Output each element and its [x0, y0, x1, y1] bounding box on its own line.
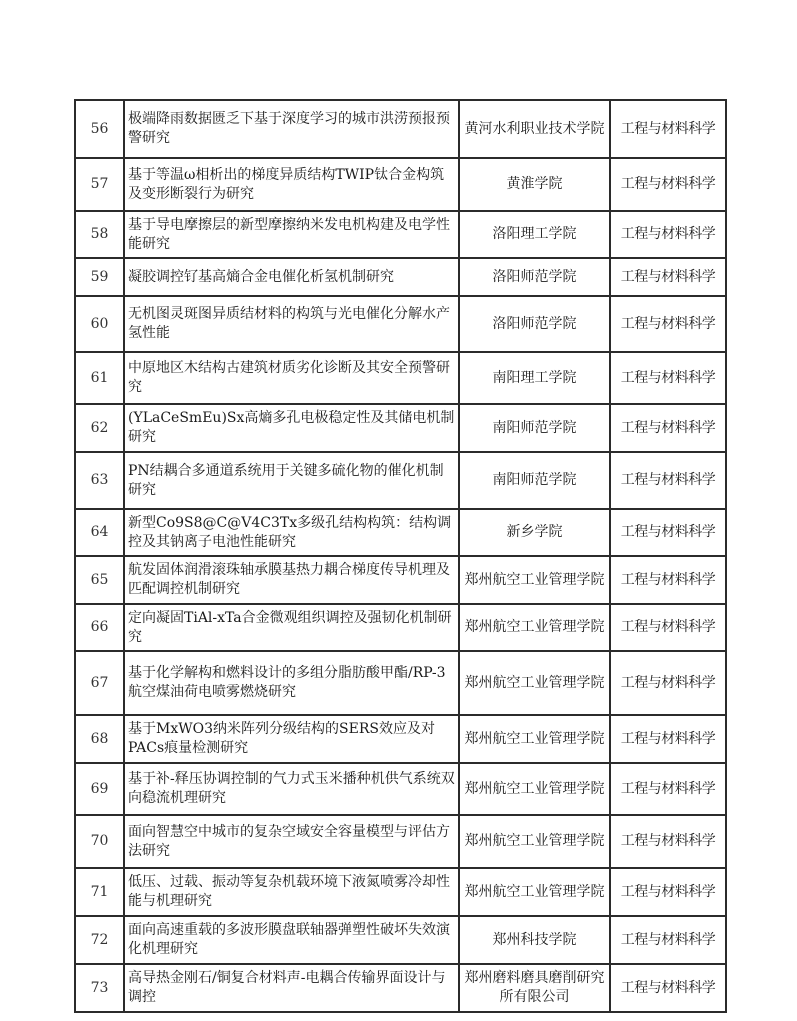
- institution: 郑州航空工业管理学院: [459, 763, 610, 815]
- discipline-category: 工程与材料科学: [610, 509, 726, 556]
- table-row: [75, 509, 726, 556]
- table-row: [75, 296, 726, 352]
- discipline-category: 工程与材料科学: [610, 556, 726, 604]
- institution: 郑州航空工业管理学院: [459, 556, 610, 604]
- institution: 洛阳理工学院: [459, 211, 610, 258]
- row-number: 64: [75, 509, 124, 556]
- project-list-table: [74, 99, 727, 1013]
- row-number: 69: [75, 763, 124, 815]
- row-number: 71: [75, 868, 124, 916]
- table-row: [75, 556, 726, 604]
- institution: 郑州航空工业管理学院: [459, 815, 610, 868]
- project-title: 高导热金刚石/铜复合材料声-电耦合传输界面设计与调控: [124, 964, 459, 1012]
- institution: 洛阳师范学院: [459, 296, 610, 352]
- institution: 郑州航空工业管理学院: [459, 604, 610, 651]
- institution: 郑州磨料磨具磨削研究所有限公司: [459, 964, 610, 1012]
- project-title: 面向高速重载的多波形膜盘联轴器弹塑性破坏失效演化机理研究: [124, 916, 459, 964]
- discipline-category: 工程与材料科学: [610, 868, 726, 916]
- institution: 洛阳师范学院: [459, 258, 610, 296]
- row-number: 61: [75, 352, 124, 404]
- project-title: 基于补-释压协调控制的气力式玉米播种机供气系统双向稳流机理研究: [124, 763, 459, 815]
- discipline-category: 工程与材料科学: [610, 651, 726, 715]
- table-row: [75, 916, 726, 964]
- table-body: [75, 100, 726, 1012]
- project-title: (YLaCeSmEu)Sx高熵多孔电极稳定性及其储电机制研究: [124, 404, 459, 452]
- row-number: 70: [75, 815, 124, 868]
- project-title: 基于化学解构和燃料设计的多组分脂肪酸甲酯/RP-3航空煤油荷电喷雾燃烧研究: [124, 651, 459, 715]
- row-number: 60: [75, 296, 124, 352]
- discipline-category: 工程与材料科学: [610, 815, 726, 868]
- discipline-category: 工程与材料科学: [610, 916, 726, 964]
- institution: 南阳师范学院: [459, 404, 610, 452]
- row-number: 65: [75, 556, 124, 604]
- project-title: 定向凝固TiAl-xTa合金微观组织调控及强韧化机制研究: [124, 604, 459, 651]
- discipline-category: 工程与材料科学: [610, 452, 726, 509]
- discipline-category: 工程与材料科学: [610, 604, 726, 651]
- discipline-category: 工程与材料科学: [610, 352, 726, 404]
- table-row: [75, 158, 726, 211]
- project-title: 基于等温ω相析出的梯度异质结构TWIP钛合金构筑及变形断裂行为研究: [124, 158, 459, 211]
- table-row: [75, 651, 726, 715]
- table-row: [75, 815, 726, 868]
- project-title: 基于导电摩擦层的新型摩擦纳米发电机构建及电学性能研究: [124, 211, 459, 258]
- row-number: 72: [75, 916, 124, 964]
- institution: 郑州科技学院: [459, 916, 610, 964]
- institution: 新乡学院: [459, 509, 610, 556]
- table-row: [75, 352, 726, 404]
- row-number: 57: [75, 158, 124, 211]
- project-title: 无机图灵斑图异质结材料的构筑与光电催化分解水产氢性能: [124, 296, 459, 352]
- institution: 南阳师范学院: [459, 452, 610, 509]
- discipline-category: 工程与材料科学: [610, 296, 726, 352]
- discipline-category: 工程与材料科学: [610, 964, 726, 1012]
- table-row: [75, 604, 726, 651]
- row-number: 63: [75, 452, 124, 509]
- institution: 南阳理工学院: [459, 352, 610, 404]
- project-title: 航发固体润滑滚珠轴承膜基热力耦合梯度传导机理及匹配调控机制研究: [124, 556, 459, 604]
- row-number: 66: [75, 604, 124, 651]
- row-number: 68: [75, 715, 124, 763]
- institution: 黄河水利职业技术学院: [459, 100, 610, 158]
- discipline-category: 工程与材料科学: [610, 404, 726, 452]
- row-number: 56: [75, 100, 124, 158]
- discipline-category: 工程与材料科学: [610, 100, 726, 158]
- discipline-category: 工程与材料科学: [610, 258, 726, 296]
- project-title: PN结耦合多通道系统用于关键多硫化物的催化机制研究: [124, 452, 459, 509]
- table-row: [75, 258, 726, 296]
- row-number: 58: [75, 211, 124, 258]
- institution: 黄淮学院: [459, 158, 610, 211]
- table-row: [75, 452, 726, 509]
- discipline-category: 工程与材料科学: [610, 211, 726, 258]
- table-row: [75, 715, 726, 763]
- table-row: [75, 868, 726, 916]
- project-title: 低压、过载、振动等复杂机载环境下液氮喷雾冷却性能与机理研究: [124, 868, 459, 916]
- table-row: [75, 763, 726, 815]
- discipline-category: 工程与材料科学: [610, 715, 726, 763]
- project-title: 新型Co9S8@C@V4C3Tx多级孔结构构筑：结构调控及其钠离子电池性能研究: [124, 509, 459, 556]
- discipline-category: 工程与材料科学: [610, 158, 726, 211]
- institution: 郑州航空工业管理学院: [459, 715, 610, 763]
- project-title: 面向智慧空中城市的复杂空域安全容量模型与评估方法研究: [124, 815, 459, 868]
- institution: 郑州航空工业管理学院: [459, 651, 610, 715]
- row-number: 62: [75, 404, 124, 452]
- discipline-category: 工程与材料科学: [610, 763, 726, 815]
- table-row: [75, 100, 726, 158]
- row-number: 73: [75, 964, 124, 1012]
- project-title: 极端降雨数据匮乏下基于深度学习的城市洪涝预报预警研究: [124, 100, 459, 158]
- row-number: 67: [75, 651, 124, 715]
- table-row: [75, 211, 726, 258]
- project-title: 中原地区木结构古建筑材质劣化诊断及其安全预警研究: [124, 352, 459, 404]
- project-title: 凝胶调控钌基高熵合金电催化析氢机制研究: [124, 258, 459, 296]
- table-row: [75, 964, 726, 1012]
- institution: 郑州航空工业管理学院: [459, 868, 610, 916]
- row-number: 59: [75, 258, 124, 296]
- project-title: 基于MxWO3纳米阵列分级结构的SERS效应及对PACs痕量检测研究: [124, 715, 459, 763]
- table-row: [75, 404, 726, 452]
